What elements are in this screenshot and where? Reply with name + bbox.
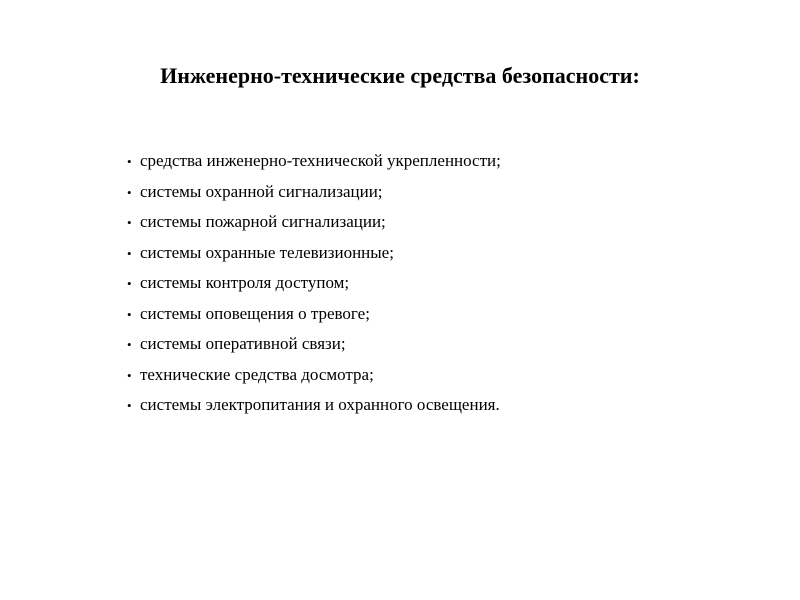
bullet-icon: • [127, 245, 132, 261]
bullet-icon: • [127, 154, 132, 169]
list-item [127, 329, 501, 360]
list-item [127, 299, 501, 330]
bullet-icon: • [127, 306, 132, 322]
bullet-icon: • [127, 276, 132, 291]
bullet-icon: • [127, 367, 132, 383]
list-item [127, 238, 501, 269]
list-item [127, 146, 501, 177]
list-item-text: технические средства досмотра; [140, 364, 374, 384]
list-item-text: системы оперативной связи; [140, 334, 346, 353]
list-item-text: системы электропитания и охранного освещения. [140, 395, 500, 414]
list-item-text: системы пожарной сигнализации; [140, 212, 386, 231]
slide-title: Инженерно-технические средства безопасности: [160, 63, 640, 88]
bullet-icon: • [127, 184, 132, 200]
bullet-icon: • [127, 215, 132, 230]
list-item-text: системы контроля доступом; [140, 273, 350, 292]
bullet-list [127, 146, 501, 421]
list-item-text: системы охранной сигнализации; [140, 181, 383, 201]
list-item [127, 268, 501, 299]
list-item-text: системы охранные телевизионные; [140, 242, 394, 262]
list-item-text: системы оповещения о тревоге; [140, 303, 370, 323]
bullet-icon: • [127, 337, 132, 352]
list-item [127, 207, 501, 238]
list-item-text: средства инженерно-технической укрепленности; [140, 151, 501, 170]
list-item [127, 177, 501, 208]
list-item [127, 390, 501, 421]
bullet-icon: • [127, 398, 132, 413]
list-item [127, 360, 501, 391]
